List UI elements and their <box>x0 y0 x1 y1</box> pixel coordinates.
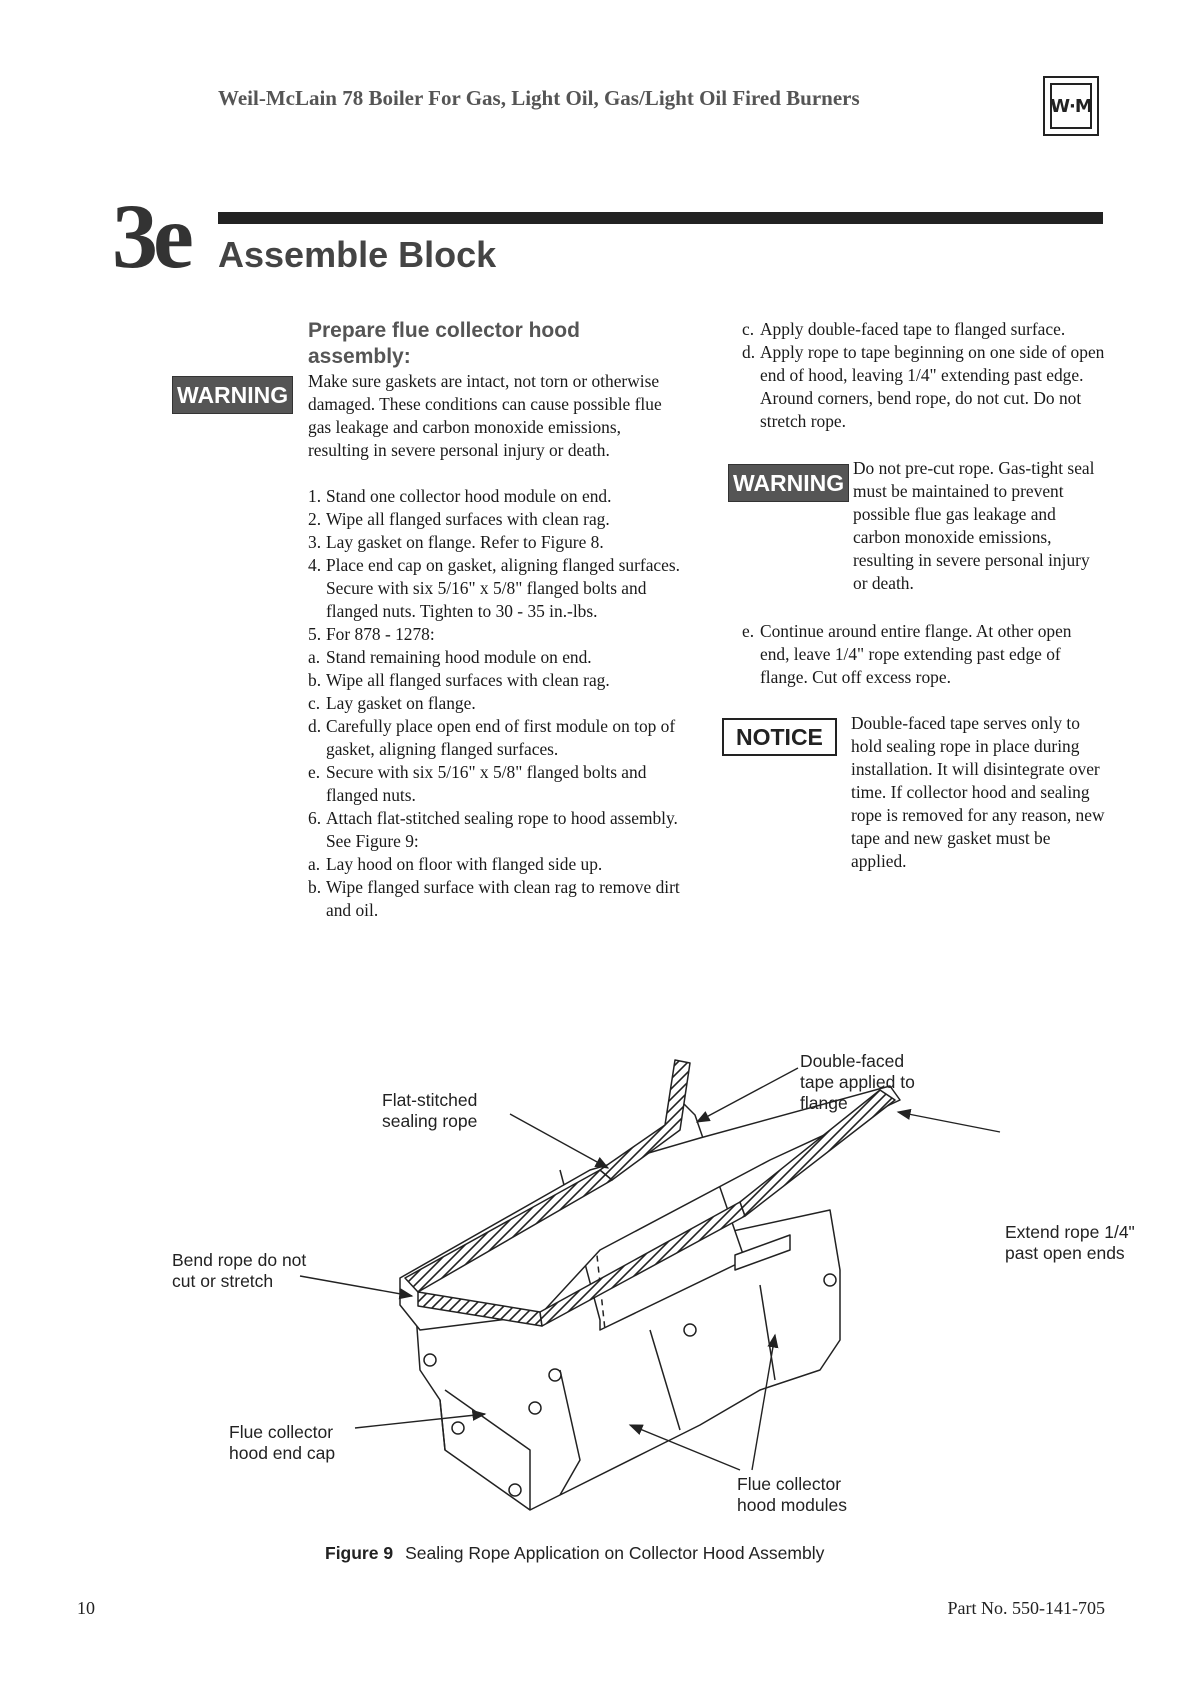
label-hood-modules: Flue collector hood modules <box>737 1474 847 1515</box>
right-warning-badge: WARNING <box>728 464 849 502</box>
list-item: b. Wipe flanged surface with clean rag to remove dirt and oil. <box>308 877 680 920</box>
figure-caption-text: Sealing Rope Application on Collector Hood Assembly <box>405 1543 825 1563</box>
left-warning-badge: WARNING <box>172 376 293 414</box>
label-end-cap: Flue collector hood end cap <box>229 1422 336 1463</box>
list-item: d. Carefully place open end of first module on top of gasket, aligning flanged surfaces. <box>308 716 676 759</box>
right-column-top <box>742 318 1105 433</box>
document-header-title: Weil-McLain 78 Boiler For Gas, Light Oil, Gas/Light Oil Fired Burners <box>218 86 860 110</box>
figure-caption-label: Figure 9 <box>325 1543 394 1563</box>
logo-text: W·M <box>1050 83 1092 129</box>
list-item: b. Wipe all flanged surfaces with clean rag. <box>308 670 610 690</box>
page-number: 10 <box>77 1598 95 1618</box>
section-number: 3e <box>112 185 189 287</box>
steps-list-cont <box>308 807 683 853</box>
label-extend-rope: Extend rope 1/4" past open ends <box>1005 1222 1135 1263</box>
figure-caption <box>325 1543 824 1564</box>
label-double-faced-tape: Double-faced tape applied to flange <box>800 1051 915 1113</box>
step6-sublist <box>308 853 683 922</box>
list-item: 3. Lay gasket on flange. Refer to Figure 8. <box>308 532 604 552</box>
label-bend-rope: Bend rope do not cut or stretch <box>172 1250 307 1291</box>
list-item: e. Secure with six 5/16" x 5/8" flanged bolts and flanged nuts. <box>308 762 647 805</box>
right-item-e <box>742 620 1105 689</box>
section-rule <box>218 212 1103 224</box>
subheading: Prepare flue collector hood assembly: <box>308 319 580 368</box>
notice-badge: NOTICE <box>722 718 837 756</box>
left-warning-text: Make sure gaskets are intact, not torn or otherwise damaged. These conditions can cause possible flue gas leakage and carbon monoxide emissions, resulting in severe personal injury or death. <box>308 371 662 460</box>
list-item: 5. For 878 - 1278: <box>308 624 435 644</box>
list-item: d. Apply rope to tape beginning on one side of open end of hood, leaving 1/4" extending past edge. Around corners, bend rope, do not cut. Do not stretch rope. <box>742 342 1105 431</box>
right-warning-text: Do not pre-cut rope. Gas-tight seal must be maintained to prevent possible flue gas leakage and carbon monoxide emissions, resulting in severe personal injury or death. <box>853 458 1095 593</box>
list-item: 6. Attach flat-stitched sealing rope to hood assembly. See Figure 9: <box>308 808 678 851</box>
list-item: 1. Stand one collector hood module on end. <box>308 486 612 506</box>
list-item: 4. Place end cap on gasket, aligning flanged surfaces. Secure with six 5/16" x 5/8" flanged bolts and flanged nuts. Tighten to 30 - 35 in.-lbs. <box>308 555 680 621</box>
list-item: c. Lay gasket on flange. <box>308 693 476 713</box>
part-number: Part No. 550-141-705 <box>947 1598 1105 1618</box>
list-item: a. Stand remaining hood module on end. <box>308 647 592 667</box>
steps-list <box>308 485 683 646</box>
list-item: a. Lay hood on floor with flanged side up. <box>308 854 603 874</box>
notice-text: Double-faced tape serves only to hold sealing rope in place during installation. It will disintegrate over time. If collector hood and sealing rope is removed for any reason, new tape and new gasket must be applied. <box>851 713 1105 871</box>
left-column <box>308 318 683 922</box>
weil-mclain-logo <box>1043 76 1099 136</box>
right-list <box>742 318 1105 433</box>
section-title: Assemble Block <box>218 234 497 275</box>
step5-sublist <box>308 646 683 807</box>
list-item: c. Apply double-faced tape to flanged surface. <box>742 319 1066 339</box>
list-item: 2. Wipe all flanged surfaces with clean rag. <box>308 509 610 529</box>
list-item: e. Continue around entire flange. At other open end, leave 1/4" rope extending past edge of flange. Cut off excess rope. <box>742 621 1072 687</box>
label-flat-stitched-rope: Flat-stitched sealing rope <box>382 1090 478 1131</box>
